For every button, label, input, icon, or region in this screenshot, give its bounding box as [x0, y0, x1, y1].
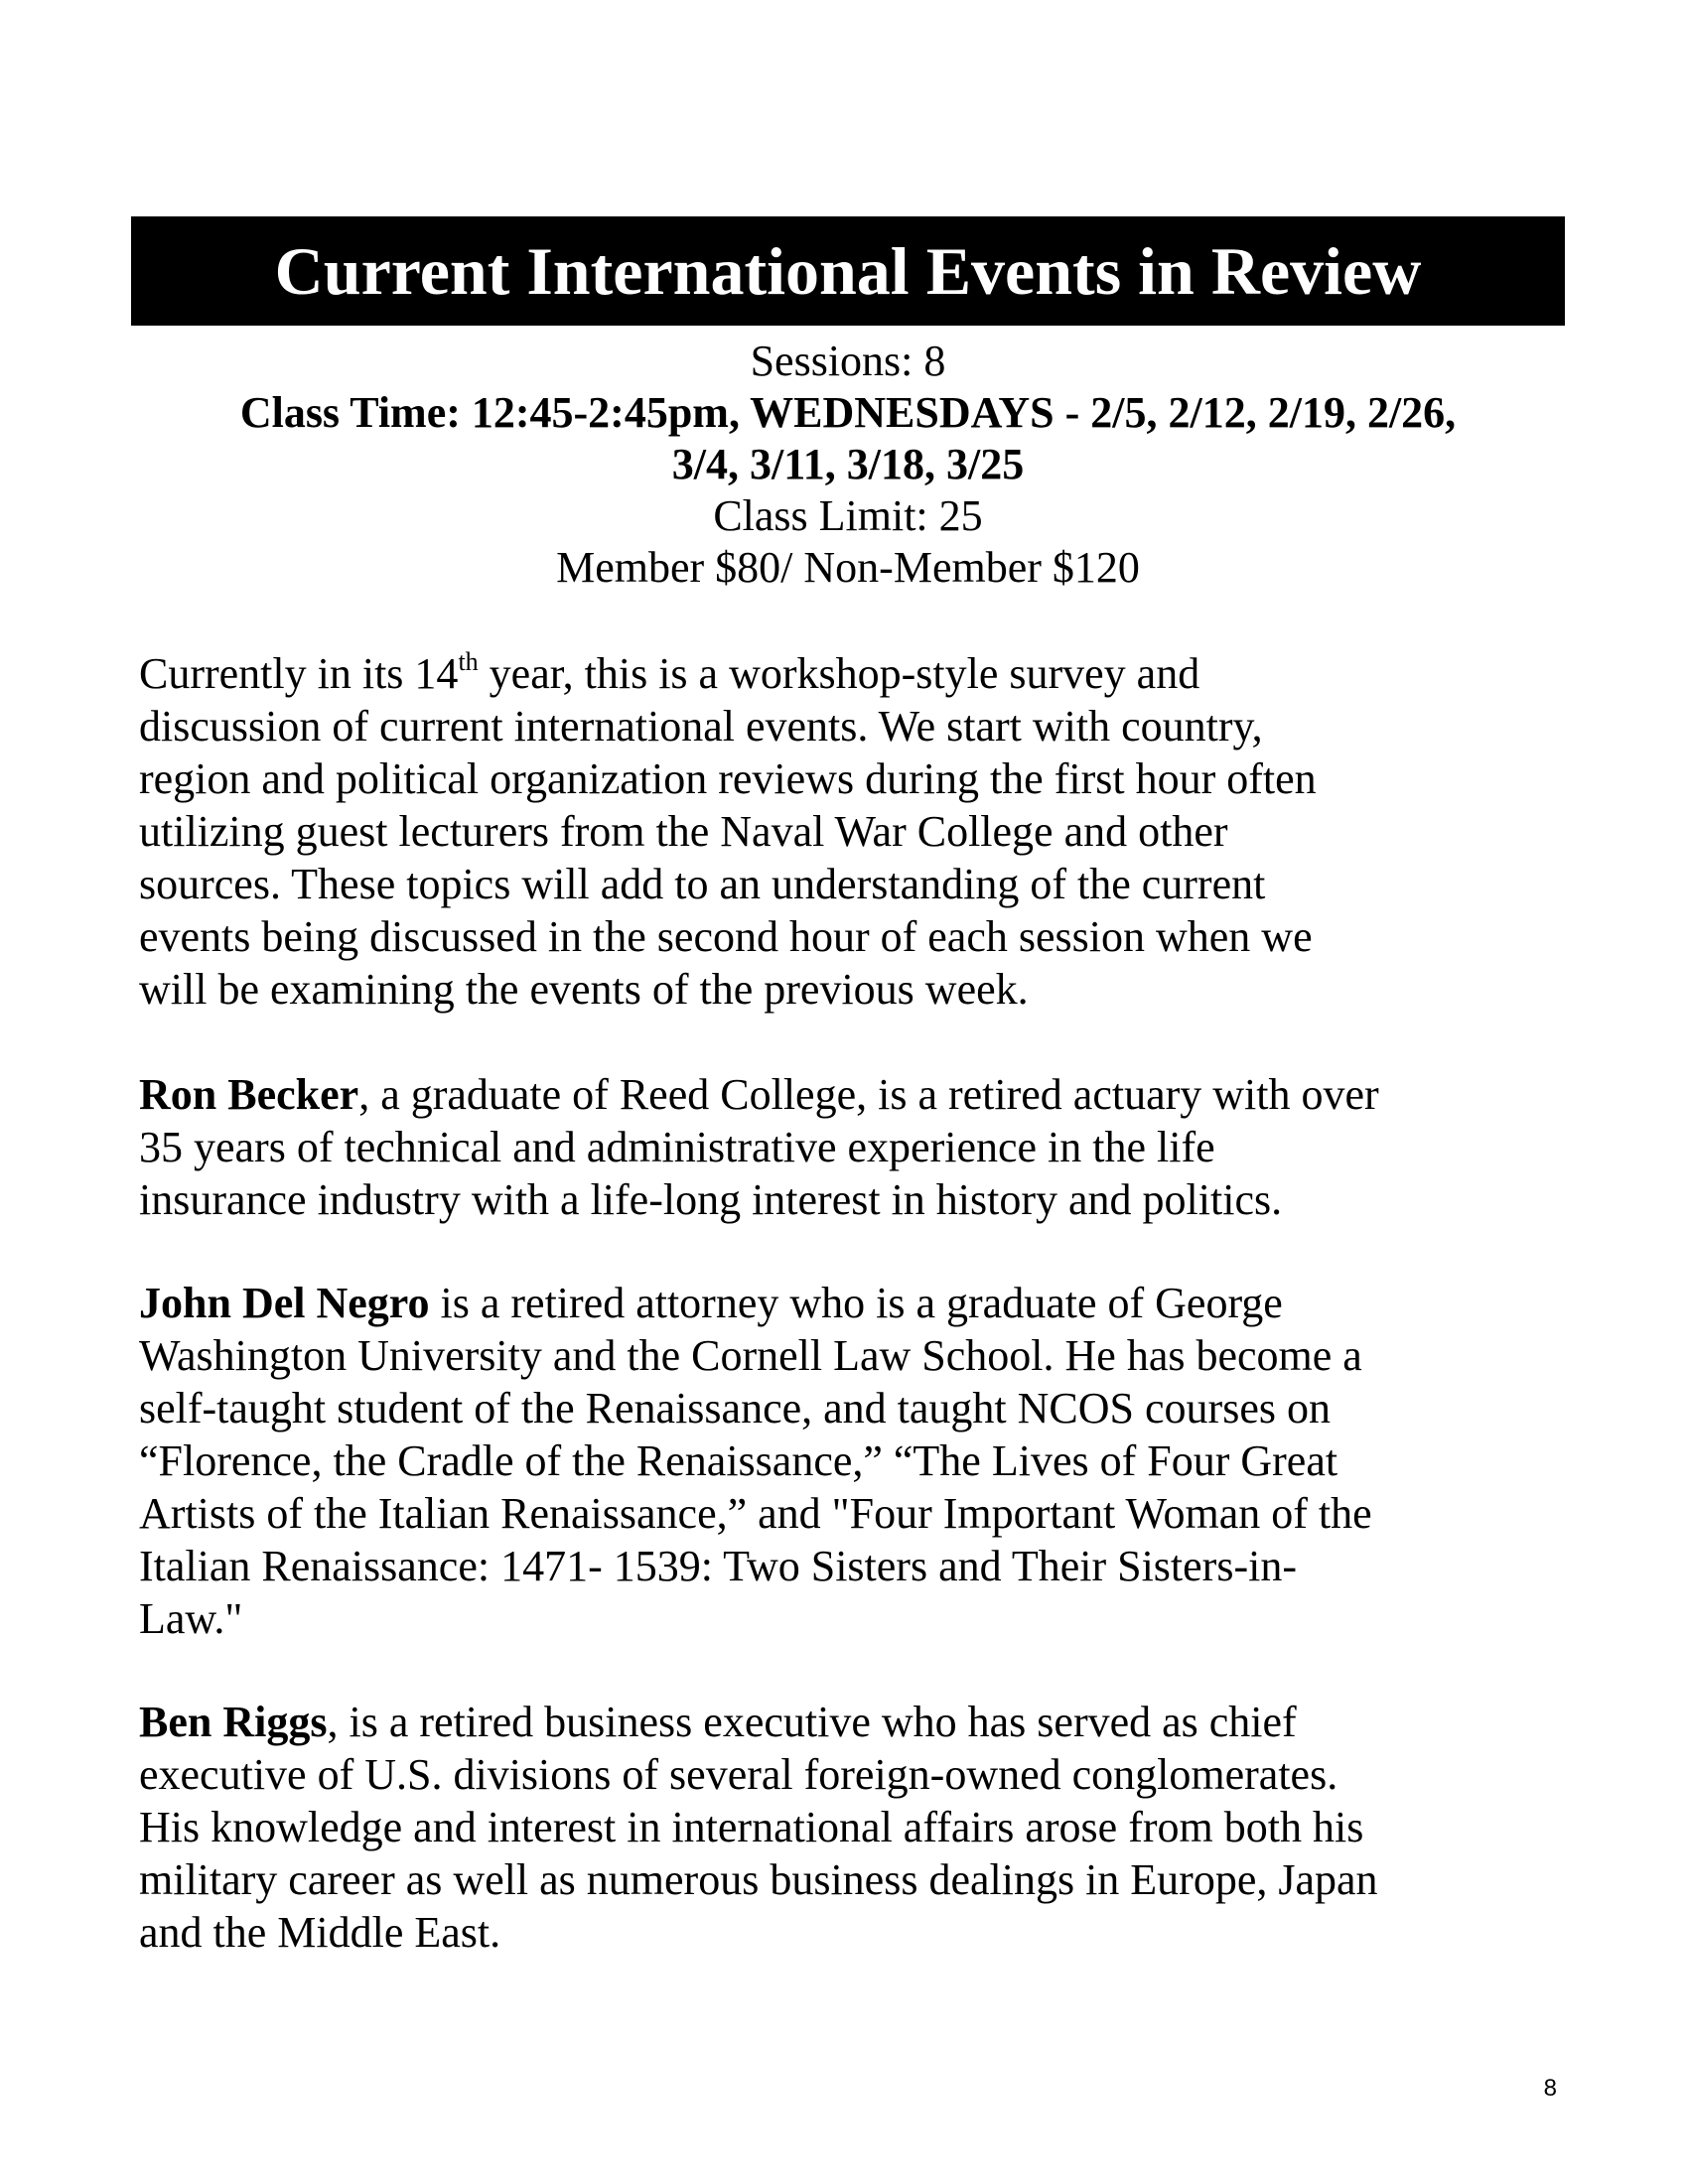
- bio-text: is a retired attorney who is a graduate of George: [429, 1279, 1283, 1327]
- price-text: Member $80/ Non-Member $120: [556, 543, 1140, 592]
- bio-line: Italian Renaissance: 1471- 1539: Two Sisters and Their Sisters-in-: [139, 1542, 1297, 1590]
- sessions-text: Sessions: 8: [750, 337, 946, 385]
- description-line: region and political organization reviews during the first hour often: [139, 754, 1317, 803]
- ordinal-suffix: th: [458, 647, 479, 676]
- bio-line: self-taught student of the Renaissance, and taught NCOS courses on: [139, 1384, 1331, 1433]
- instructor-bio-becker: [139, 1068, 1569, 1226]
- description-line: sources. These topics will add to an understanding of the current: [139, 860, 1266, 908]
- bio-line: His knowledge and interest in international affairs arose from both his: [139, 1803, 1364, 1851]
- class-dates-text: 3/4, 3/11, 3/18, 3/25: [671, 440, 1025, 488]
- bio-line: executive of U.S. divisions of several foreign-owned conglomerates.: [139, 1750, 1338, 1799]
- bio-line: insurance industry with a life-long interest in history and politics.: [139, 1175, 1283, 1224]
- bio-line: [139, 1277, 1569, 1329]
- description-line: events being discussed in the second hour of each session when we: [139, 912, 1313, 961]
- description-line: utilizing guest lecturers from the Naval War College and other: [139, 807, 1228, 856]
- class-time-text: Class Time: 12:45-2:45pm, WEDNESDAYS - 2/5, 2/12, 2/19, 2/26,: [239, 388, 1457, 437]
- bio-text: , a graduate of Reed College, is a retired actuary with over: [358, 1070, 1379, 1119]
- description-text: year, this is a workshop-style survey and: [478, 649, 1200, 698]
- course-info: [131, 336, 1565, 594]
- bio-line: Washington University and the Cornell Law School. He has become a: [139, 1331, 1362, 1380]
- instructor-bio-del-negro: [139, 1277, 1569, 1645]
- bio-line: Law.": [139, 1594, 243, 1643]
- bio-line: 35 years of technical and administrative experience in the life: [139, 1123, 1215, 1171]
- instructor-name: Ron Becker: [139, 1070, 359, 1119]
- class-limit-text: Class Limit: 25: [713, 491, 983, 540]
- course-description: [139, 647, 1569, 1016]
- description-line: will be examining the events of the previous week.: [139, 965, 1029, 1014]
- bio-line: military career as well as numerous business dealings in Europe, Japan: [139, 1855, 1378, 1904]
- instructor-name: Ben Riggs: [139, 1698, 328, 1746]
- bio-line: Artists of the Italian Renaissance,” and "Four Important Woman of the: [139, 1489, 1372, 1538]
- title-banner: [131, 216, 1565, 326]
- bio-text: , is a retired business executive who has served as chief: [327, 1698, 1297, 1746]
- instructor-bio-riggs: [139, 1696, 1569, 1959]
- bio-line: [139, 1068, 1569, 1121]
- instructor-name: John Del Negro: [139, 1279, 430, 1327]
- bio-line: [139, 1696, 1569, 1748]
- bio-line: “Florence, the Cradle of the Renaissance,” “The Lives of Four Great: [139, 1436, 1338, 1485]
- description-line: [139, 647, 1569, 700]
- description-line: discussion of current international events. We start with country,: [139, 702, 1263, 751]
- bio-line: and the Middle East.: [139, 1908, 501, 1957]
- description-text: Currently in its 14: [139, 649, 459, 698]
- page-title: Current International Events in Review: [274, 233, 1422, 309]
- page-number: 8: [1543, 2075, 1557, 2102]
